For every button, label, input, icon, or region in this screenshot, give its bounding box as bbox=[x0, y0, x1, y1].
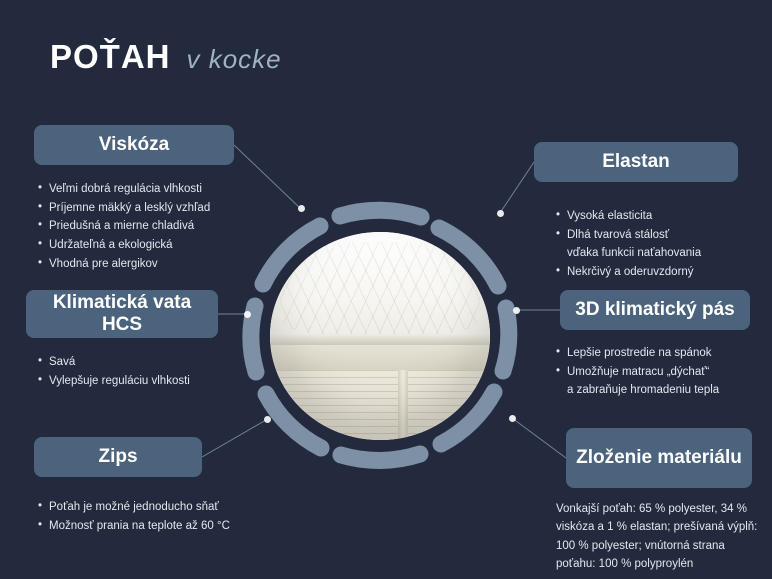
list-item: • Vylepšuje reguláciu vlhkosti bbox=[38, 372, 190, 391]
list-item: • Dlhá tvarová stálosť bbox=[556, 226, 701, 245]
title-subtitle: v kocke bbox=[186, 44, 282, 74]
list-item: • Nekrčivý a oderuvzdorný bbox=[556, 263, 701, 282]
list-item: • Vysoká elasticita bbox=[556, 207, 701, 226]
list-item: • Savá bbox=[38, 353, 190, 372]
connector-dot-viskoza bbox=[298, 205, 305, 212]
mattress-illustration bbox=[236, 196, 524, 476]
list-item: • Udržateľná a ekologická bbox=[38, 236, 210, 255]
bullets-zips bbox=[38, 498, 230, 535]
list-item: • Lepšie prostredie na spánok bbox=[556, 344, 719, 363]
list-item: • Príjemne mäkký a lesklý vzhľad bbox=[38, 199, 210, 218]
connector-dot-zlozenie bbox=[509, 415, 516, 422]
list-item: • Veľmi dobrá regulácia vlhkosti bbox=[38, 180, 210, 199]
label-elastan: Elastan bbox=[534, 142, 738, 182]
list-item-continuation: a zabraňuje hromadeniu tepla bbox=[567, 384, 720, 397]
connector-dot-pas bbox=[513, 307, 520, 314]
label-3d-klimaticky-pas: 3D klimatický pás bbox=[560, 290, 750, 330]
mattress-cross-section bbox=[270, 232, 490, 440]
label-viskoza: Viskóza bbox=[34, 125, 234, 165]
connector-dot-zips bbox=[264, 416, 271, 423]
bullets-viskoza bbox=[38, 180, 210, 273]
label-zlozenie-materialu: Zloženie materiálu bbox=[566, 428, 752, 488]
bullets-klimaticka-vata bbox=[38, 353, 190, 390]
page-title bbox=[50, 38, 282, 76]
list-item: • Umožňuje matracu „dýchať“ bbox=[556, 363, 719, 382]
mattress-shading bbox=[270, 232, 490, 440]
connector-dot-klimaticka-vata bbox=[244, 311, 251, 318]
list-item: • Vhodná pre alergikov bbox=[38, 255, 210, 274]
label-zips: Zips bbox=[34, 437, 202, 477]
zlozenie-materialu-text: Vonkajší poťah: 65 % polyester, 34 % viskóza a 1 % elastan; prešívaná výplň: 100 % polyester; vnútorná strana poťahu: 100 % polyproylén bbox=[556, 503, 758, 571]
connector-dot-elastan bbox=[497, 210, 504, 217]
bullets-3d-klimaticky-pas bbox=[556, 344, 719, 400]
list-item: • Priedušná a mierne chladivá bbox=[38, 217, 210, 236]
title-main: POŤAH bbox=[50, 38, 171, 75]
bullets-elastan bbox=[556, 207, 701, 282]
label-klimaticka-vata: Klimatická vata HCS bbox=[26, 290, 218, 338]
list-item: • Poťah je možné jednoducho sňať bbox=[38, 498, 230, 517]
list-item-continuation: vďaka funkcii naťahovania bbox=[567, 247, 702, 260]
list-item: • Možnosť prania na teplote až 60 °C bbox=[38, 517, 230, 536]
